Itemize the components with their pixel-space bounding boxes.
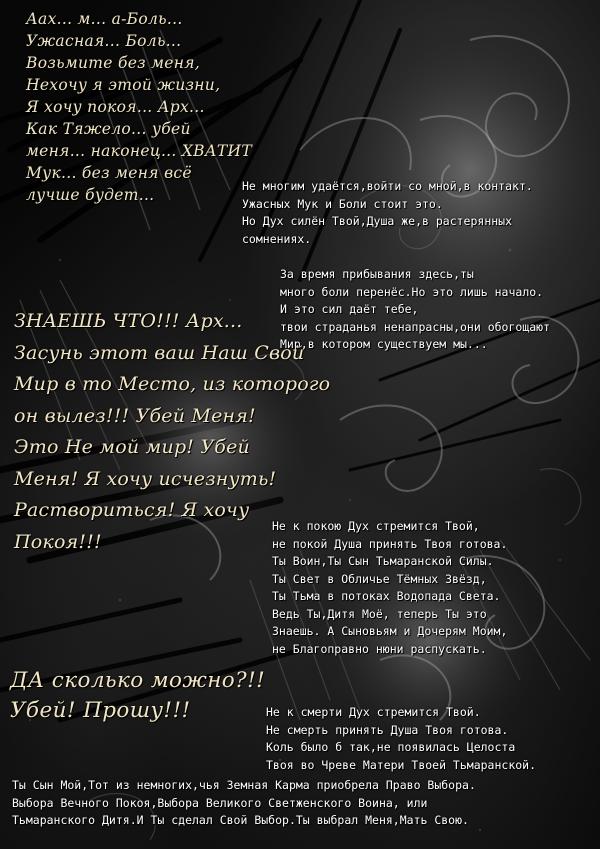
printed-line: Ведь Ты,Дитя Моё, теперь Ты это xyxy=(272,606,487,621)
handwritten-line: Я хочу покоя... Арх... xyxy=(26,98,205,116)
printed-line: Коль было б так,не появилась Целоста xyxy=(266,740,516,754)
printed-line: Не смерть принять Душа Твоя готова. xyxy=(266,722,509,737)
printed-line: Твоя во Чреве Матери Твоей Тьмаранской. xyxy=(266,757,537,772)
printed-block-4 xyxy=(266,704,536,774)
printed-block-5 xyxy=(12,777,476,830)
printed-block-3 xyxy=(272,518,507,658)
printed-line: Ты Тьма в потоках Водопада Света. xyxy=(272,589,501,603)
handwritten-line: Покоя!!! xyxy=(14,530,102,553)
printed-line: Выбора Вечного Покоя,Выбора Великого Светженского Воина, или xyxy=(12,795,428,810)
handwritten-line: Как Тяжело... убей xyxy=(26,120,191,138)
printed-line: твои страданья ненапрасны,они обогощают xyxy=(280,319,551,334)
handwritten-line: Аах... м... а-Боль... xyxy=(26,10,183,28)
printed-line: Не к покою Дух стремится Твой, xyxy=(272,519,480,533)
printed-line: Но Дух силён Твой,Душа же,в растерянных xyxy=(242,214,513,228)
printed-line: Ты Свет в Обличье Тёмных Звёзд, xyxy=(272,571,487,586)
handwritten-block-bottom xyxy=(10,666,265,726)
printed-line: Не к смерти Дух стремится Твой. xyxy=(266,705,481,719)
printed-line: И это сил даёт тебе, xyxy=(280,302,419,316)
handwritten-line: меня... наконец... ХВАТИТ xyxy=(26,142,253,160)
printed-block-1 xyxy=(242,178,533,248)
printed-line: За время прибывания здесь,ты xyxy=(280,267,474,281)
handwritten-line: ЗНАЕШЬ ЧТО!!! Арх... xyxy=(14,310,243,332)
handwritten-line: Мир в то Место, из которого xyxy=(14,373,331,395)
handwritten-line: Ужасная... Боль... xyxy=(26,32,182,50)
handwritten-line: лучше будет... xyxy=(26,186,155,204)
handwritten-line: Нехочу я этой жизни, xyxy=(26,76,221,94)
printed-line: сомнениях. xyxy=(242,231,312,246)
handwritten-line: Меня! Я хочу исчезнуть! xyxy=(14,467,277,490)
handwritten-line: Убей! Прошу!!! xyxy=(10,698,191,723)
printed-line: много боли перенёс.Но это лишь начало. xyxy=(280,284,544,299)
handwritten-line: ДА сколько можно?!! xyxy=(10,668,266,693)
printed-line: не покой Душа принять Твоя готова. xyxy=(272,536,508,551)
printed-line: Тьмаранского Дитя.И Ты сделал Свой Выбор.Ты выбрал Меня,Мать Свою. xyxy=(12,813,469,827)
printed-line: Ты Воин,Ты Сын Тьмаранской Силы. xyxy=(272,554,494,568)
printed-line: Ты Сын Мой,Тот из немногих,чья Земная Карма приобрела Право Выбора. xyxy=(12,778,476,792)
handwritten-line: он вылез!!! Убей Меня! xyxy=(14,404,256,427)
handwritten-line: Мук... без меня всё xyxy=(26,164,192,182)
handwritten-line: Возьмите без меня, xyxy=(26,54,201,72)
handwritten-line: Раствориться! Я хочу xyxy=(14,499,250,521)
printed-line: Знаешь. А Сыновьям и Дочерям Моим, xyxy=(272,624,508,638)
printed-line: Не многим удаётся,войти со мной,в контакт. xyxy=(242,179,533,193)
handwritten-line: Засунь этот ваш Наш Свой xyxy=(14,341,305,364)
printed-line: Ужасных Мук и Боли стоит это. xyxy=(242,196,443,211)
handwritten-line: Это Не мой мир! Убей xyxy=(14,436,250,458)
printed-line: не Благоправно нюни распускать. xyxy=(272,641,487,656)
handwritten-block-top xyxy=(26,8,252,206)
printed-line: Мир,в котором существуем мы... xyxy=(280,337,488,351)
